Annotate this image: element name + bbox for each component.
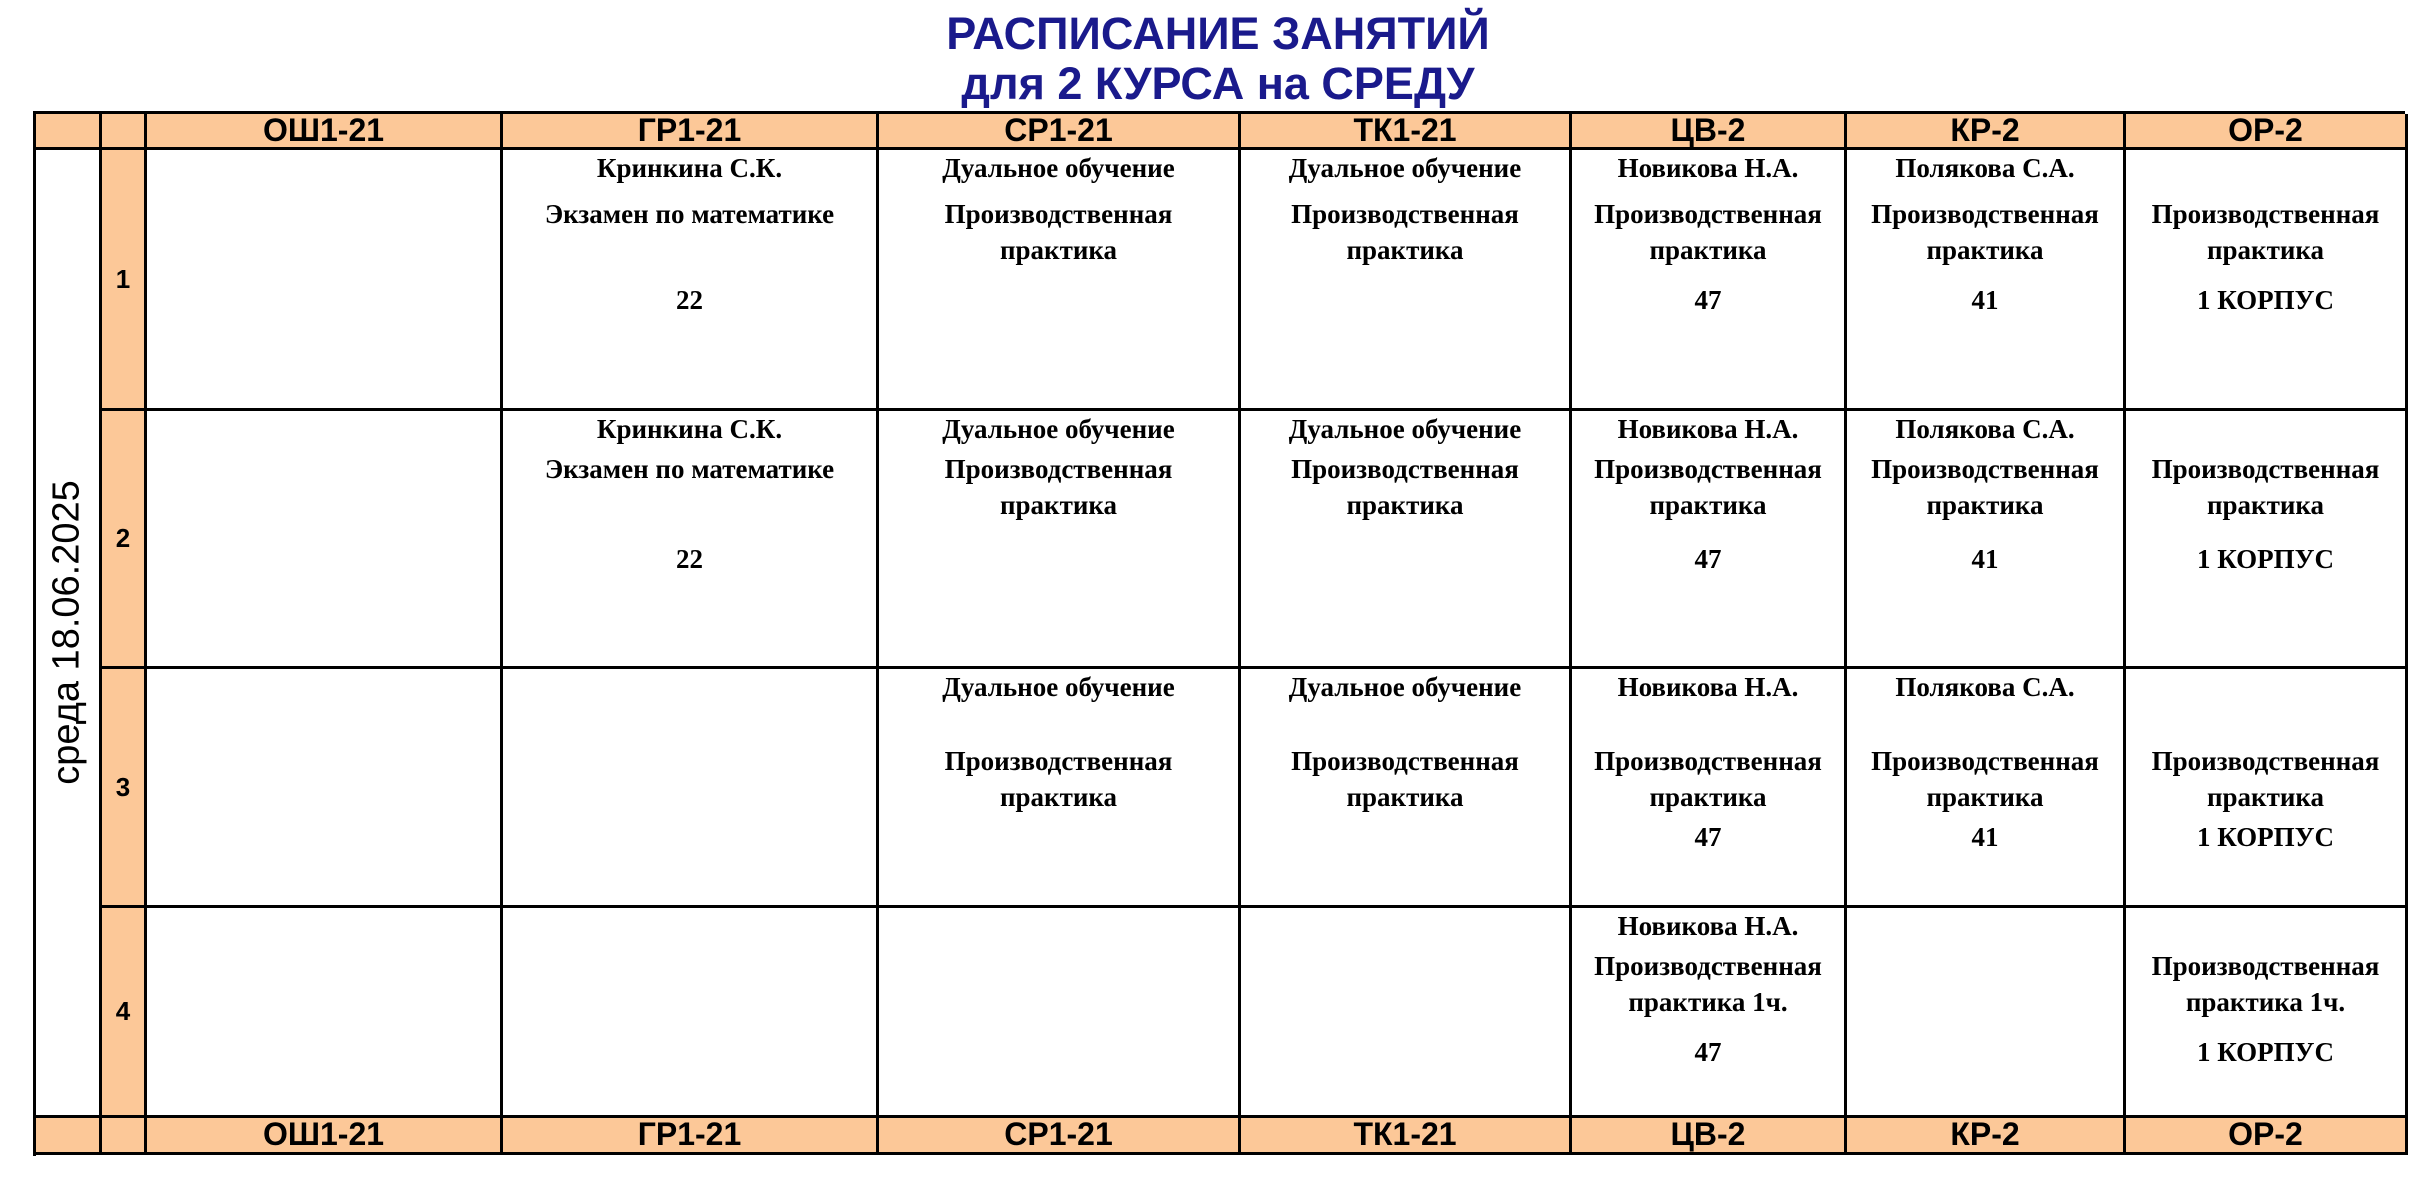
cell-room: 22 [676, 544, 703, 574]
cell-subject2: практика [1346, 782, 1464, 812]
schedule-cell [503, 908, 879, 1118]
cell-teacher: Полякова С.А. [1895, 153, 2075, 183]
cell-room: 22 [676, 285, 703, 315]
corner-cell [102, 114, 147, 150]
group-footer: ЦВ-2 [1572, 1118, 1847, 1155]
cell-teacher: Новикова Н.А. [1617, 911, 1799, 941]
schedule-cell [1847, 150, 2126, 411]
cell-subject1: Производственная [1291, 199, 1519, 229]
cell-room: 41 [1971, 822, 1999, 852]
corner-cell [36, 114, 102, 150]
cell-subject2: практика [2206, 490, 2325, 520]
cell-teacher: Новикова Н.А. [1617, 153, 1799, 183]
group-header: КР-2 [1847, 114, 2126, 150]
cell-subject2: практика 1ч. [1628, 987, 1788, 1017]
cell-subject1: Производственная [2151, 199, 2380, 229]
cell-subject1: Производственная [944, 454, 1173, 484]
cell-teacher: Кринкина С.К. [596, 153, 783, 183]
cell-subject1: Производственная [944, 746, 1173, 776]
cell-subject1: Производственная [1291, 746, 1519, 776]
cell-subject2: практика [1926, 782, 2044, 812]
cell-subject1: Производственная [1594, 454, 1822, 484]
corner-cell [102, 1118, 147, 1155]
schedule-cell [2126, 669, 2408, 908]
cell-subject1: Производственная [944, 199, 1173, 229]
cell-subject2: практика [1346, 235, 1464, 265]
schedule-cell [503, 150, 879, 411]
schedule-cell [503, 669, 879, 908]
schedule-cell [503, 411, 879, 669]
schedule-table [33, 111, 2405, 1156]
cell-subject1: Производственная [1871, 199, 2099, 229]
cell-teacher: Полякова С.А. [1895, 672, 2075, 702]
cell-room: 47 [1694, 544, 1722, 574]
group-footer: ГР1-21 [503, 1118, 879, 1155]
schedule-cell [879, 669, 1241, 908]
day-label-cell [36, 150, 102, 1118]
schedule-cell [1847, 908, 2126, 1118]
cell-teacher: Дуальное обучение [942, 414, 1175, 444]
cell-teacher: Новикова Н.А. [1617, 414, 1799, 444]
group-header: ОШ1-21 [147, 114, 503, 150]
cell-subject2: практика [1926, 235, 2044, 265]
page-subtitle: для 2 КУРСА на СРЕДУ [961, 58, 1475, 109]
cell-subject2: практика [1649, 782, 1767, 812]
group-header: ГР1-21 [503, 114, 879, 150]
cell-subject1: Производственная [1594, 746, 1822, 776]
cell-room: 1 КОРПУС [2197, 285, 2334, 315]
cell-teacher: Дуальное обучение [942, 672, 1175, 702]
schedule-cell [2126, 411, 2408, 669]
cell-subject2: практика [2206, 782, 2325, 812]
cell-subject1: Производственная [1594, 199, 1822, 229]
cell-subject1: Экзамен по математике [544, 199, 835, 229]
schedule-cell [1572, 411, 1847, 669]
cell-teacher: Кринкина С.К. [596, 414, 783, 444]
cell-subject2: практика [2206, 235, 2325, 265]
cell-subject1: Производственная [1871, 746, 2099, 776]
cell-subject1: Производственная [2151, 951, 2380, 981]
schedule-cell [1241, 669, 1572, 908]
cell-subject1: Производственная [2151, 746, 2380, 776]
schedule-cell [1241, 150, 1572, 411]
cell-subject2: практика [1649, 235, 1767, 265]
cell-room: 47 [1694, 285, 1722, 315]
cell-subject2: практика [999, 490, 1118, 520]
schedule-cell [1241, 411, 1572, 669]
schedule-cell [1572, 908, 1847, 1118]
cell-teacher: Полякова С.А. [1895, 414, 2075, 444]
group-header: СР1-21 [879, 114, 1241, 150]
cell-teacher: Новикова Н.А. [1617, 672, 1799, 702]
schedule-cell [879, 150, 1241, 411]
cell-teacher: Дуальное обучение [1288, 414, 1522, 444]
schedule-cell [1572, 150, 1847, 411]
lesson-number: 3 [102, 669, 147, 908]
group-footer: КР-2 [1847, 1118, 2126, 1155]
schedule-cell [147, 669, 503, 908]
cell-room: 1 КОРПУС [2197, 544, 2334, 574]
cell-subject2: практика [999, 235, 1118, 265]
group-footer: СР1-21 [879, 1118, 1241, 1155]
schedule-cell [879, 908, 1241, 1118]
cell-room: 41 [1971, 544, 1999, 574]
page-title: РАСПИСАНИЕ ЗАНЯТИЙ [946, 8, 1490, 59]
lesson-number: 2 [102, 411, 147, 669]
group-footer: ОШ1-21 [147, 1118, 503, 1155]
cell-teacher: Дуальное обучение [1288, 672, 1522, 702]
schedule-cell [147, 150, 503, 411]
cell-subject2: практика [999, 782, 1118, 812]
group-footer: ТК1-21 [1241, 1118, 1572, 1155]
schedule-cell [2126, 908, 2408, 1118]
schedule-cell [147, 411, 503, 669]
cell-teacher: Дуальное обучение [942, 153, 1175, 183]
group-header: ТК1-21 [1241, 114, 1572, 150]
schedule-cell [1847, 411, 2126, 669]
schedule-cell [1572, 669, 1847, 908]
schedule-cell [1847, 669, 2126, 908]
schedule-cell [147, 908, 503, 1118]
cell-subject2: практика 1ч. [2185, 987, 2346, 1017]
schedule-cell [1241, 908, 1572, 1118]
cell-subject1: Производственная [1594, 951, 1822, 981]
cell-room: 1 КОРПУС [2197, 1037, 2334, 1067]
cell-subject2: практика [1926, 490, 2044, 520]
cell-subject1: Производственная [1291, 454, 1519, 484]
schedule-cell [879, 411, 1241, 669]
cell-room: 47 [1694, 822, 1722, 852]
cell-subject1: Экзамен по математике [544, 454, 835, 484]
day-label: среда 18.06.2025 [46, 480, 89, 785]
cell-subject1: Производственная [2151, 454, 2380, 484]
cell-room: 47 [1694, 1037, 1722, 1067]
cell-subject2: практика [1346, 490, 1464, 520]
lesson-number: 1 [102, 150, 147, 411]
group-footer: ОР-2 [2126, 1118, 2408, 1155]
group-header: ЦВ-2 [1572, 114, 1847, 150]
cell-subject1: Производственная [1871, 454, 2099, 484]
cell-teacher: Дуальное обучение [1288, 153, 1522, 183]
corner-cell [36, 1118, 102, 1155]
cell-room: 41 [1971, 285, 1999, 315]
schedule-cell [2126, 150, 2408, 411]
group-header: ОР-2 [2126, 114, 2408, 150]
cell-subject2: практика [1649, 490, 1767, 520]
cell-room: 1 КОРПУС [2197, 822, 2334, 852]
lesson-number: 4 [102, 908, 147, 1118]
